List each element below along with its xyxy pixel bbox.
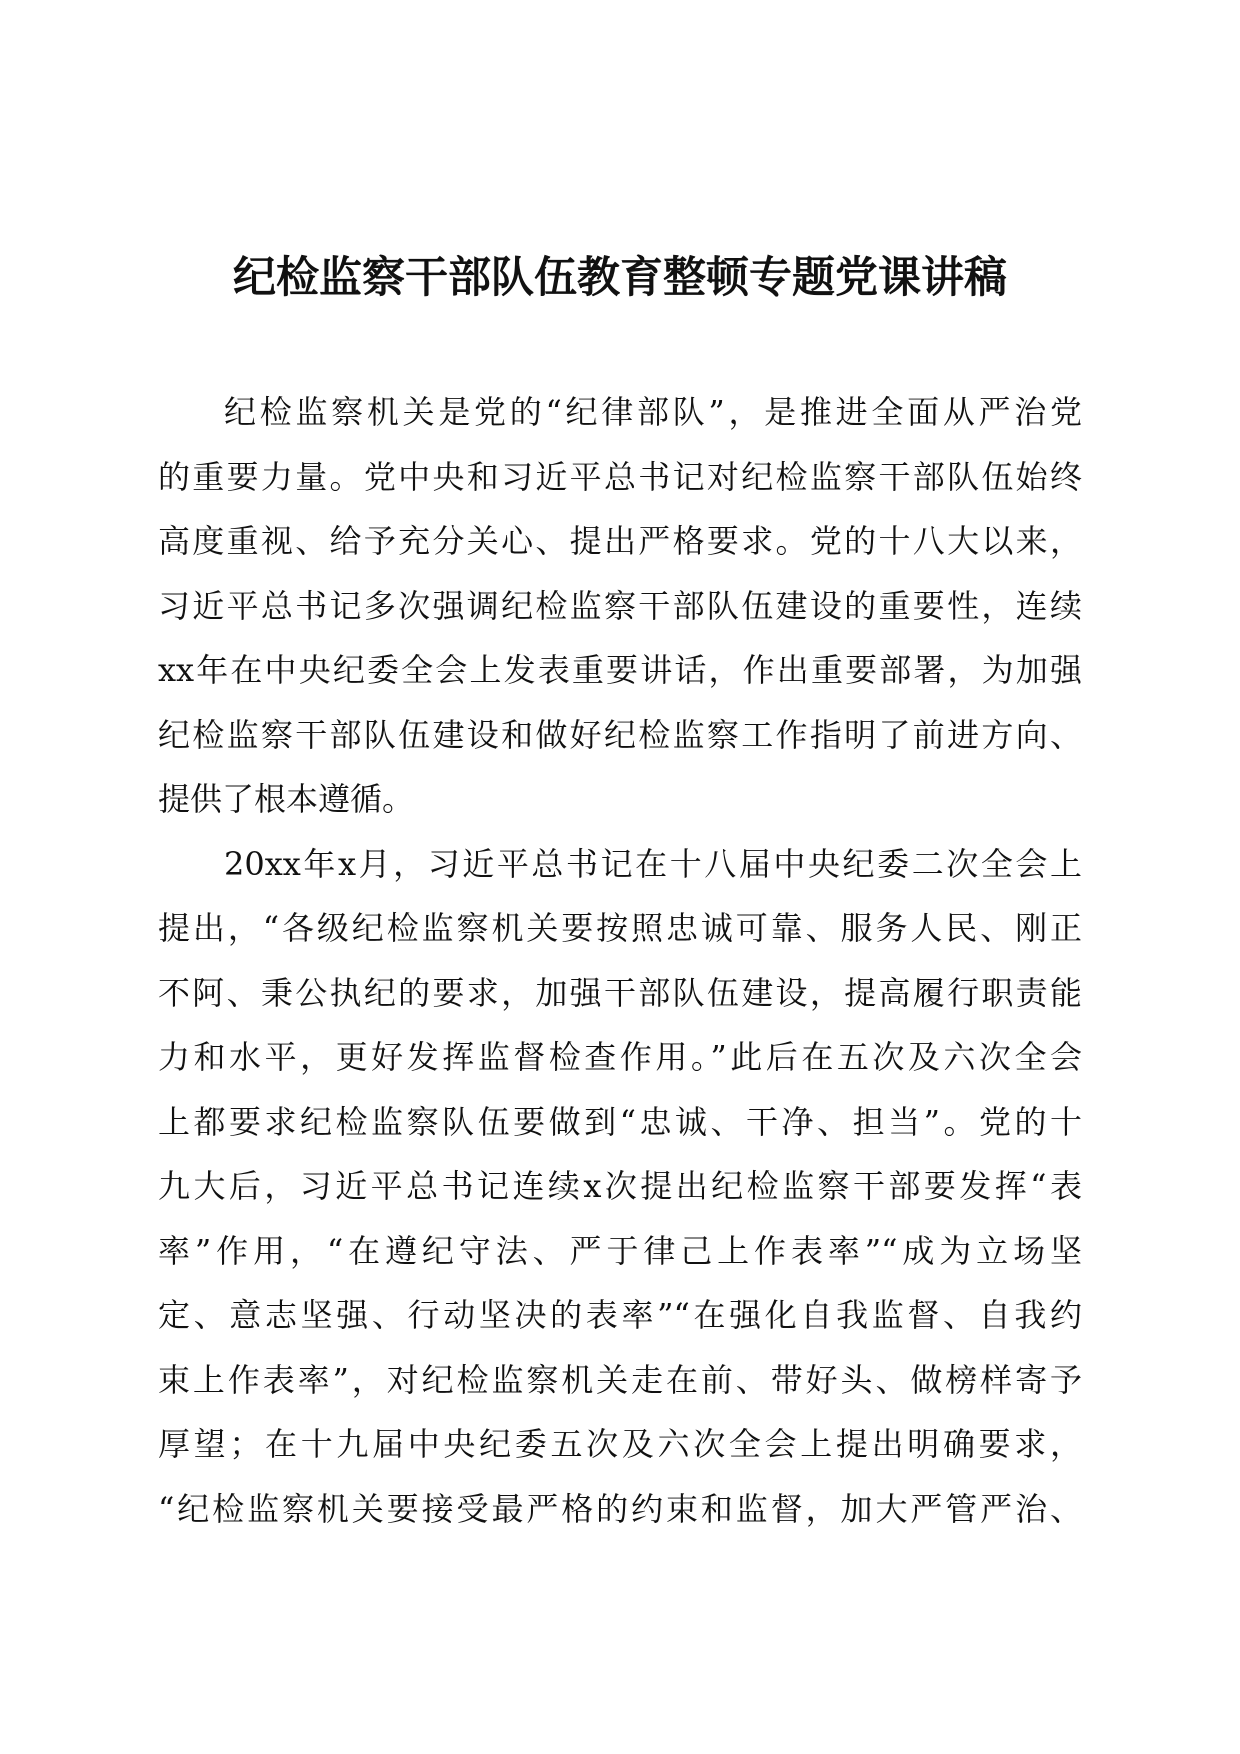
text-line: 提出，“各级纪检监察机关要按照忠诚可靠、服务人民、刚正 — [158, 909, 1082, 947]
text-line: “纪检监察机关要接受最严格的约束和监督，加大严管严治、 — [158, 1489, 1082, 1528]
text-line: 习近平总书记多次强调纪检监察干部队伍建设的重要性，连续 — [158, 586, 1082, 625]
text-line: 力和水平，更好发挥监督检查作用。”此后在五次及六次全会 — [158, 1038, 1082, 1076]
text-line: 的重要力量。党中央和习近平总书记对纪检监察干部队伍始终 — [158, 457, 1082, 496]
text-line: 提供了根本遵循。 — [158, 780, 415, 818]
text-line: 定、意志坚强、行动坚决的表率”“在强化自我监督、自我约 — [158, 1296, 1082, 1334]
text-line: 上都要求纪检监察队伍要做到“忠诚、干净、担当”。党的十 — [158, 1102, 1082, 1141]
text-line: 不阿、秉公执纪的要求，加强干部队伍建设，提高履行职责能 — [158, 973, 1082, 1012]
text-line: 九大后，习近平总书记连续x次提出纪检监察干部要发挥“表 — [158, 1167, 1082, 1205]
text-line: 高度重视、给予充分关心、提出严格要求。党的十八大以来， — [158, 522, 1082, 560]
paragraph — [158, 832, 1082, 1542]
text-line: 束上作表率”，对纪检监察机关走在前、带好头、做榜样寄予 — [158, 1360, 1082, 1399]
paragraph — [158, 380, 1082, 832]
text-line: xx年在中央纪委全会上发表重要讲话，作出重要部署，为加强 — [158, 651, 1082, 689]
text-line: 纪检监察干部队伍建设和做好纪检监察工作指明了前进方向、 — [158, 715, 1082, 754]
text-line: 厚望；在十九届中央纪委五次及六次全会上提出明确要求， — [158, 1425, 1082, 1463]
document-body — [158, 380, 1082, 1541]
text-line: 率”作用，“在遵纪守法、严于律己上作表率”“成为立场坚 — [158, 1231, 1082, 1270]
document-title: 纪检监察干部队伍教育整顿专题党课讲稿 — [233, 253, 1007, 303]
text-line: 20xx年x月，习近平总书记在十八届中央纪委二次全会上 — [224, 844, 1082, 883]
text-line: 纪检监察机关是党的“纪律部队”，是推进全面从严治党 — [224, 393, 1082, 431]
